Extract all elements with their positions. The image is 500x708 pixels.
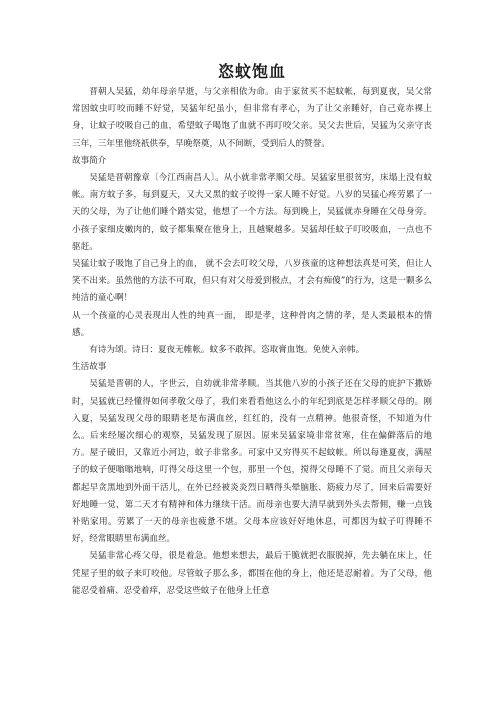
life-story-paragraph-1: 吴猛是晋朝的人，字世云，自幼就非常孝顺。当其他八岁的小孩子还在父母的庇护下撒娇时，吴猛就已经懂得如何孝敬父母了，我们来看看他这么小的年纪到底是怎样孝顺父母的。刚入夏，吴猛发现父母的眼睛老是布满血丝，红红的，没有一点精神。他很奇怪，不知道为什么。后来经屡次细心的观察，吴猛发现了原因。原来吴猛家境非常贫寒，住在偏僻落后的地方。屋子破旧，又靠近小河边，蚊子非常多。可家中又穷得买不起蚊帐。所以每逢夏夜，满屋子的蚊子便嗡嗡地响，叮得父母这里一个包，那里一个包，搅得父母睡不了觉。而且父亲每天都起早贪黑地到外面干活儿，在外已经被炎炎烈日晒得头晕脑胀、筋疲力尽了，回来后需要好好地睡一觉，第二天才有精神和体力继续干活。而母亲也要大清早就到外头去帮佣，赚一点钱补贴家用。劳累了一天的母亲也疲惫不堪。父母本应该好好地休息，可都因为蚊子叮得睡不好，经常眼睛里布满血丝。	[72, 379, 432, 545]
section-heading-story-summary: 故事简介	[72, 155, 107, 166]
section-heading-life-story: 生活故事	[72, 362, 107, 373]
intro-paragraph: 晋朝人吴猛，幼年母亲早逝，与父亲相依为命。由于家贫买不起蚊帐，每到夏夜，吴父常常因蚊虫叮咬而睡不好觉，吴猛年纪虽小，但非常有孝心，为了让父亲睡好，自己竟赤裸上身，让蚊子咬吸自己的血，希望蚊子喝饱了血就不再叮咬父亲。吴父去世后，吴猛为父亲守丧三年，三年里他绕祇供奉，早晚祭奠，从不间断，受到后人的赞誉。	[72, 87, 432, 149]
summary-paragraph-3: 从一个孩童的心灵表现出人性的纯真一面， 即是孝，这种骨肉之情的孝，是人类最根本的情感。	[72, 310, 432, 338]
summary-paragraph-2: 吴猛让蚊子吸饱了自己身上的血， 就不会去叮咬父母，八岁孩童的这种想法真是可笑，但让人笑不出来。虽然他的方法不可取，但只有对父母爱到极点，才会有痴傻”的行为，这是一颗多么纯洁的童心啊！	[72, 259, 432, 304]
poem-paragraph: 有诗为颂。诗曰：夏夜无帷帐。蚊多不敢挥。恣取膏血饱。免使入亲帏。	[89, 345, 365, 356]
document-page	[72, 62, 432, 600]
summary-paragraph-1: 吴猛是晋朝豫章〔今江西南昌人〕。从小就非常孝顺父母。吴猛家里很贫穷，床塌上没有蚊帐。南方蚊子多，每到夏天，又大又黑的蚊子咬得一家人睡不好觉。八岁的吴猛心疼劳累了一天的父母，为了让他们睡个踏实觉，他想了一个方法。每到晚上，吴猛就赤身睡在父母身旁。小孩子家细皮嫩肉的，蚊子都集聚在他身上，且越聚越多。吴猛却任蚊子叮咬吸血，一点也不驱赶。	[72, 173, 432, 252]
document-title: 恣蚊饱血	[217, 62, 286, 81]
life-story-paragraph-2: 吴猛非常心疼父母，很是着急。他想来想去，最后干脆就把衣服脱掉，先去躺在床上，任凭屋子里的蚊子来叮咬他。尽管蚊子那么多，都围在他的身上，他还是忍耐着。为了父母，他能忍受着痛、忍受着痒，忍受这些蚊子在他身上任意	[72, 551, 432, 596]
